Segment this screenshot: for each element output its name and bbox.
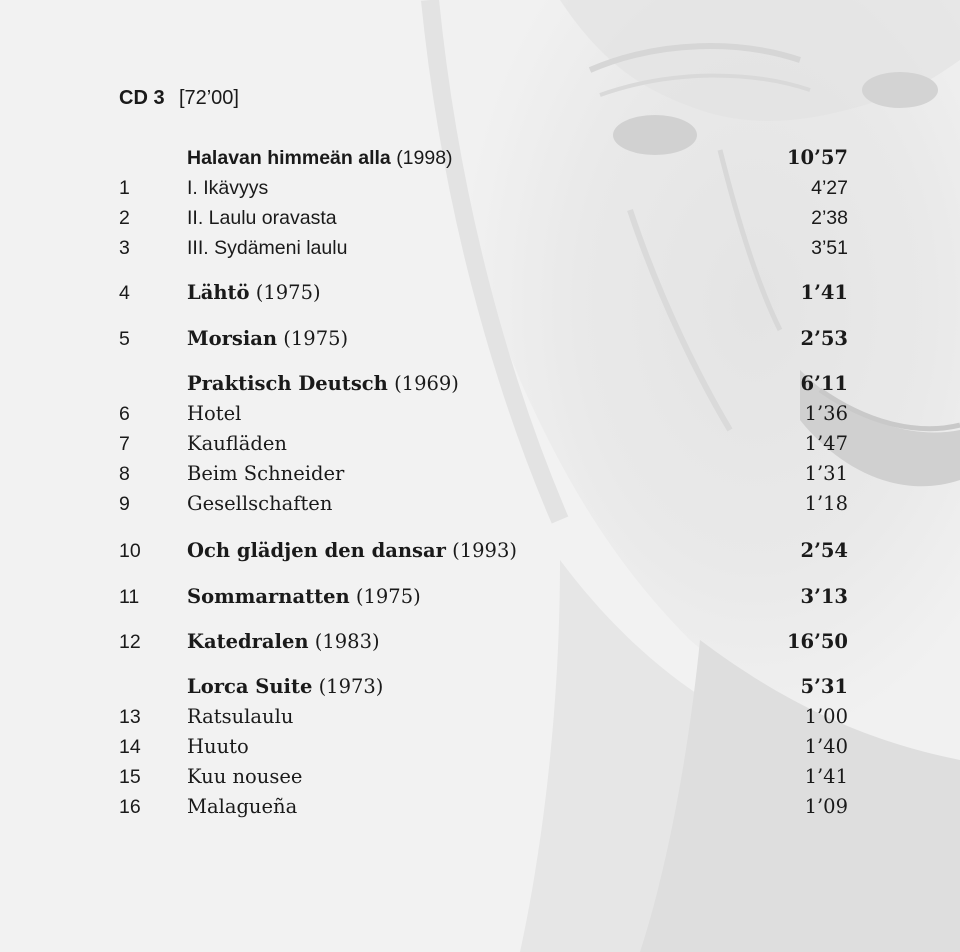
track-row: [0, 627, 960, 657]
track-title: Beim Schneider: [187, 462, 345, 485]
work-title: [187, 536, 517, 566]
work-title: [187, 672, 383, 702]
track-title: Huuto: [187, 735, 249, 758]
work-year: (1973): [318, 675, 384, 698]
track-title: II. Laulu oravasta: [187, 207, 337, 229]
work-year: (1975): [255, 281, 321, 304]
work-year: (1993): [452, 539, 517, 562]
track-row: [0, 459, 960, 489]
track-row: [0, 369, 960, 399]
work-duration: 2’53: [800, 327, 848, 350]
track-row: [0, 536, 960, 566]
track-number: 16: [119, 796, 141, 818]
work-duration: 3’13: [800, 585, 848, 608]
track-number: 13: [119, 706, 141, 728]
work-year: (1998): [396, 147, 453, 169]
track-row: [0, 233, 960, 263]
track-title: Kuu nousee: [187, 765, 303, 788]
track-duration: 4’27: [811, 177, 848, 199]
track-duration: 1’41: [804, 765, 848, 788]
track-duration: 1’47: [804, 432, 848, 455]
track-row: [0, 672, 960, 702]
cd-total-duration: [72’00]: [178, 87, 239, 109]
track-row: [0, 489, 960, 519]
track-duration: 2’38: [811, 207, 848, 229]
track-title: Malagueña: [187, 795, 298, 818]
track-title: Ratsulaulu: [187, 705, 294, 728]
track-row: [0, 732, 960, 762]
track-number: 10: [119, 540, 141, 562]
track-duration: 1’18: [804, 492, 848, 515]
track-number: 5: [119, 328, 130, 350]
work-year: (1983): [314, 630, 380, 653]
work-title: [187, 324, 348, 354]
track-row: [0, 702, 960, 732]
work-name: Morsian: [187, 327, 278, 350]
work-name: Praktisch Deutsch: [187, 372, 388, 395]
track-number: 11: [119, 586, 140, 608]
track-number: 6: [119, 403, 130, 425]
work-name: Katedralen: [187, 630, 309, 653]
work-title: [187, 369, 459, 399]
work-year: (1975): [283, 327, 349, 350]
track-number: 1: [119, 177, 130, 199]
track-title: Kaufläden: [187, 432, 287, 455]
track-duration: 1’00: [804, 705, 848, 728]
work-title: [187, 582, 421, 612]
work-name: Lorca Suite: [187, 675, 313, 698]
track-number: 12: [119, 631, 141, 653]
work-name: Lähtö: [187, 281, 250, 304]
work-duration: 10’57: [786, 146, 848, 169]
track-row: [0, 399, 960, 429]
track-duration: 1’09: [804, 795, 848, 818]
track-row: [0, 278, 960, 308]
track-title: I. Ikävyys: [187, 177, 269, 199]
cd-header: [119, 84, 239, 111]
work-year: (1975): [355, 585, 421, 608]
work-duration: 5’31: [800, 675, 848, 698]
work-duration: 6’11: [800, 372, 848, 395]
track-duration: 1’40: [804, 735, 848, 758]
track-number: 14: [119, 736, 141, 758]
track-row: [0, 429, 960, 459]
cd-label: CD 3: [119, 87, 165, 109]
work-name: Halavan himmeän alla: [187, 147, 391, 169]
work-title: [187, 627, 380, 657]
work-duration: 16’50: [786, 630, 848, 653]
track-number: 4: [119, 282, 130, 304]
track-title: Gesellschaften: [187, 492, 333, 515]
work-name: Sommarnatten: [187, 585, 350, 608]
work-year: (1969): [394, 372, 459, 395]
track-row: [0, 762, 960, 792]
track-title: III. Sydämeni laulu: [187, 237, 348, 259]
track-row: [0, 173, 960, 203]
track-number: 15: [119, 766, 141, 788]
track-number: 2: [119, 207, 130, 229]
work-title: [187, 278, 321, 308]
track-row: [0, 582, 960, 612]
track-number: 3: [119, 237, 130, 259]
track-number: 8: [119, 463, 130, 485]
track-title: Hotel: [187, 402, 242, 425]
track-number: 7: [119, 433, 130, 455]
track-row: [0, 792, 960, 822]
work-name: Och glädjen den dansar: [187, 539, 446, 562]
track-row: [0, 143, 960, 173]
track-duration: 1’31: [804, 462, 848, 485]
track-number: 9: [119, 493, 130, 515]
work-title: [187, 143, 453, 173]
track-duration: 3’51: [811, 237, 848, 259]
track-duration: 1’36: [804, 402, 848, 425]
work-duration: 2’54: [800, 539, 848, 562]
track-row: [0, 203, 960, 233]
track-row: [0, 324, 960, 354]
work-duration: 1’41: [800, 281, 848, 304]
